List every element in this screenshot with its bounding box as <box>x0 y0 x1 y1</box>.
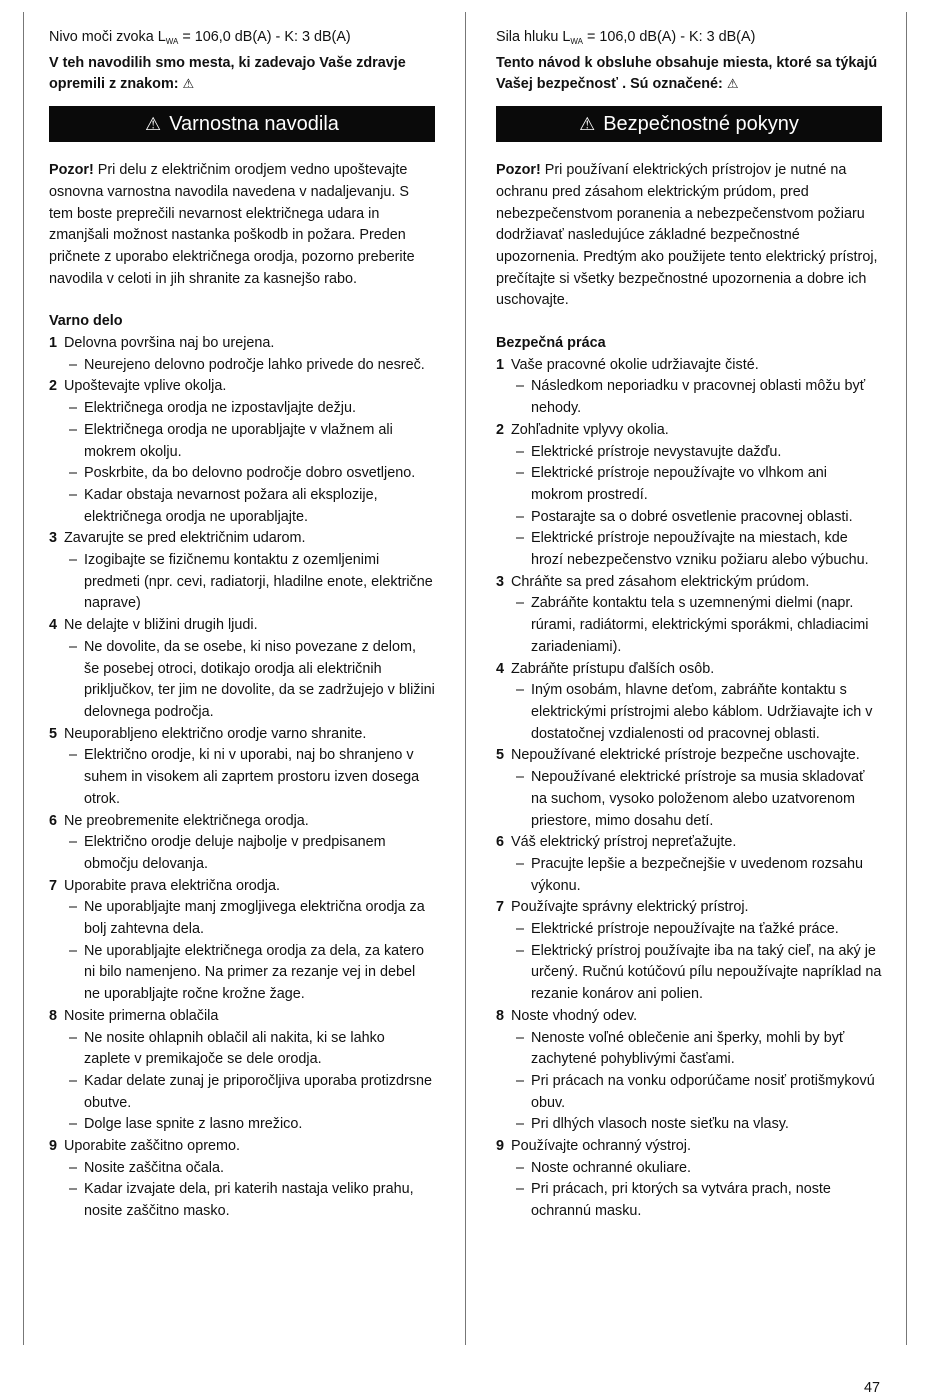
noise-subscript: WA <box>570 37 583 46</box>
warning-triangle-icon: ⚠ <box>579 114 596 136</box>
sub-list-item: – Poskrbite, da bo delovno področje dobro osvetljeno. <box>64 463 435 485</box>
warning-triangle-icon: ⚠ <box>182 77 195 93</box>
sub-list <box>511 442 882 572</box>
sub-list <box>511 680 882 745</box>
sub-list-item: – Električno orodje deluje najbolje v predpisanem območju delovanja. <box>64 832 435 875</box>
list-item <box>49 724 435 811</box>
sub-list <box>64 745 435 810</box>
list-item <box>496 420 882 572</box>
item-number: 6 <box>49 812 58 829</box>
sub-list-item: – Pri prácach na vonku odporúčame nosiť protišmykovú obuv. <box>511 1071 882 1114</box>
noise-value: = 106,0 dB(A) - K: 3 dB(A) <box>583 29 756 45</box>
item-text: Ne preobremenite električnega orodja. <box>64 812 309 829</box>
item-text: Vaše pracovné okolie udržiavajte čisté. <box>511 356 759 373</box>
sub-list <box>64 355 435 377</box>
left-margin-rule <box>23 12 24 1345</box>
item-text: Nosite primerna oblačila <box>64 1007 219 1024</box>
intro-text: Pri delu z električnim orodjem vedno upoštevajte osnovna varnostna navodila navedena v nadaljevanju. S tem boste preprečili nevarnost električnega udara in zmanjšali možnost nastanka poškodb in požara. Preden pričnete z uporabo električnega orodja, pozorno preberite navodila v celoti in jih shranite za kasnejšo rabo. <box>49 162 415 287</box>
item-number: 1 <box>49 335 58 352</box>
warning-triangle-icon: ⚠ <box>145 114 162 136</box>
item-text: Zavarujte se pred električnim udarom. <box>64 530 306 547</box>
item-number: 3 <box>49 530 58 547</box>
item-number: 4 <box>496 660 505 677</box>
marker-note-text: Tento návod k obsluhe obsahuje miesta, ktoré sa týkajú Vašej bezpečnosť . Sú označené: <box>496 54 878 93</box>
item-number: 3 <box>496 573 505 590</box>
list-item <box>496 355 882 420</box>
sub-list-item: – Pri prácach, pri ktorých sa vytvára prach, noste ochrannú masku. <box>511 1179 882 1222</box>
intro-bold: Pozor! <box>496 162 541 179</box>
noise-subscript: WA <box>165 37 179 46</box>
sub-list-item: – Neurejeno delovno področje lahko privede do nesreč. <box>64 355 435 377</box>
list-item <box>496 572 882 659</box>
sub-list <box>64 897 435 1006</box>
list-item <box>496 745 882 832</box>
item-number: 1 <box>496 356 505 373</box>
sub-list-item: – Pri dlhých vlasoch noste sieťku na vlasy. <box>511 1114 882 1136</box>
list-item <box>49 333 435 376</box>
list-item <box>49 1136 435 1223</box>
sub-list <box>511 767 882 832</box>
item-text: Delovna površina naj bo urejena. <box>64 335 275 352</box>
item-text: Používajte správny elektrický prístroj. <box>511 899 749 916</box>
sub-list <box>511 376 882 419</box>
sub-list-item: – Kadar izvajate dela, pri katerih nastaja veliko prahu, nosite zaščitno masko. <box>64 1179 435 1222</box>
item-number: 2 <box>49 378 58 395</box>
sub-list-item: – Elektrické prístroje nepoužívajte na ťažké práce. <box>511 919 882 941</box>
item-number: 2 <box>496 421 505 438</box>
warning-marker-note <box>496 53 882 96</box>
column-slovak <box>496 27 882 1223</box>
item-text: Používajte ochranný výstroj. <box>511 1138 691 1155</box>
list-item <box>496 659 882 746</box>
item-text: Upoštevajte vplive okolja. <box>64 378 227 395</box>
list-item <box>49 615 435 724</box>
center-divider <box>465 12 466 1345</box>
section-banner <box>49 106 435 142</box>
list-item <box>49 811 435 876</box>
sub-list-item: – Iným osobám, hlavne deťom, zabráňte kontaktu s elektrickými prístrojmi alebo káblom. Udržiavajte ich v dostatočnej vzdialenosti od pracovnej oblasti. <box>511 680 882 745</box>
list-item <box>49 376 435 528</box>
item-number: 9 <box>496 1138 505 1155</box>
noise-label: Nivo moči zvoka L <box>49 29 166 45</box>
item-text: Nepoužívané elektrické prístroje bezpečne uschovajte. <box>511 747 860 764</box>
sub-list-item: – Nepoužívané elektrické prístroje sa musia skladovať na suchom, vysoko položenom alebo uzatvorenom priestore, mimo dosahu detí. <box>511 767 882 832</box>
sub-list-item: – Električnega orodja ne uporabljajte v vlažnem ali mokrem okolju. <box>64 420 435 463</box>
item-number: 7 <box>49 877 58 894</box>
sub-list-item: – Električno orodje, ki ni v uporabi, naj bo shranjeno v suhem in visokem ali zaprtem prostoru izven dosega otrok. <box>64 745 435 810</box>
sub-list-item: – Elektrické prístroje nevystavujte dažďu. <box>511 442 882 464</box>
sub-list-item: – Nosite zaščitna očala. <box>64 1158 435 1180</box>
sub-list-item: – Nenoste voľné oblečenie ani šperky, mohli by byť zachytené pohyblivými časťami. <box>511 1028 882 1071</box>
list-item <box>49 876 435 1006</box>
banner-title: Bezpečnostné pokyny <box>603 113 799 136</box>
sub-list-item: – Elektrické prístroje nepoužívajte vo vlhkom ani mokrom prostredí. <box>511 463 882 506</box>
item-number: 6 <box>496 834 505 851</box>
list-item <box>496 1006 882 1136</box>
sub-list <box>64 1158 435 1223</box>
item-number: 8 <box>49 1007 58 1024</box>
list-item <box>49 528 435 615</box>
banner-title: Varnostna navodila <box>169 113 339 136</box>
item-text: Zohľadnite vplyvy okolia. <box>511 421 669 438</box>
sub-list-item: – Postarajte sa o dobré osvetlenie pracovnej oblasti. <box>511 507 882 529</box>
sub-list-item: – Pracujte lepšie a bezpečnejšie v uvedenom rozsahu výkonu. <box>511 854 882 897</box>
sub-list <box>64 398 435 528</box>
marker-note-text: V teh navodilih smo mesta, ki zadevajo Vaše zdravje opremili z znakom: <box>49 54 406 93</box>
item-number: 7 <box>496 899 505 916</box>
column-slovenian <box>49 27 435 1223</box>
noise-value: = 106,0 dB(A) - K: 3 dB(A) <box>178 29 351 45</box>
sub-list-item: – Električnega orodja ne izpostavljajte dežju. <box>64 398 435 420</box>
item-text: Noste vhodný odev. <box>511 1007 638 1024</box>
safety-list <box>49 333 435 1223</box>
page-number: 47 <box>864 1380 881 1396</box>
section-title: Varno delo <box>49 313 123 330</box>
safety-list <box>496 355 882 1223</box>
sub-list <box>64 550 435 615</box>
item-text: Zabráňte prístupu ďalších osôb. <box>511 660 715 677</box>
noise-level-line <box>49 27 435 53</box>
sub-list-item: – Ne dovolite, da se osebe, ki niso povezane z delom, še posebej otroci, dotikajo orodja ali električnih priključkov, ter jim ne dovolite, da se zadržujejo v bližini delovnega področja. <box>64 637 435 724</box>
intro-paragraph <box>49 160 435 290</box>
sub-list <box>64 637 435 724</box>
sub-list <box>64 832 435 875</box>
item-text: Váš elektrický prístroj nepreťažujte. <box>511 834 737 851</box>
sub-list <box>511 593 882 658</box>
intro-text: Pri používaní elektrických prístrojov je nutné na ochranu pred zásahom elektrickým prúdom, pred nebezpečenstvom poranenia a nebezpečenstvom požiaru dodržiavať nasledujúce základné bezpečnostné upozornenia. Predtým ako použijete tento elektrický prístroj, prečítajte si všetky bezpečnostné upozornenia a dobre ich uschovajte. <box>496 162 878 309</box>
sub-list-item: – Noste ochranné okuliare. <box>511 1158 882 1180</box>
warning-triangle-icon: ⚠ <box>726 77 739 93</box>
sub-list-item: – Následkom neporiadku v pracovnej oblasti môžu byť nehody. <box>511 376 882 419</box>
right-margin-rule <box>906 12 907 1345</box>
item-text: Uporabite prava električna orodja. <box>64 877 280 894</box>
list-item <box>49 1006 435 1136</box>
sub-list <box>511 1158 882 1223</box>
item-number: 5 <box>496 747 505 764</box>
sub-list <box>64 1028 435 1137</box>
sub-list-item: – Zabráňte kontaktu tela s uzemnenými dielmi (napr. rúrami, radiátormi, elektrickými sporákmi, chladiacimi zariadeniami). <box>511 593 882 658</box>
item-number: 4 <box>49 617 58 634</box>
list-item <box>496 897 882 1006</box>
sub-list-item: – Ne uporabljajte manj zmogljivega električna orodja za bolj zahtevna dela. <box>64 897 435 940</box>
item-text: Ne delajte v bližini drugih ljudi. <box>64 617 258 634</box>
intro-bold: Pozor! <box>49 162 94 179</box>
item-number: 8 <box>496 1007 505 1024</box>
sub-list-item: – Elektrický prístroj používajte iba na taký cieľ, na aký je určený. Ručnú kotúčovú pílu nepoužívajte napríklad na rezanie konárov ani polien. <box>511 941 882 1006</box>
sub-list <box>511 1028 882 1137</box>
item-text: Neuporabljeno električno orodje varno shranite. <box>64 725 367 742</box>
item-number: 9 <box>49 1138 58 1155</box>
item-text: Chráňte sa pred zásahom elektrickým prúdom. <box>511 573 810 590</box>
section-banner <box>496 106 882 142</box>
sub-list-item: – Dolge lase spnite z lasno mrežico. <box>64 1114 435 1136</box>
item-text: Uporabite zaščitno opremo. <box>64 1138 240 1155</box>
section-title: Bezpečná práca <box>496 335 606 352</box>
item-number: 5 <box>49 725 58 742</box>
sub-list <box>511 919 882 1006</box>
list-item <box>496 832 882 897</box>
sub-list-item: – Izogibajte se fizičnemu kontaktu z ozemljenimi predmeti (npr. cevi, radiatorji, hladilne enote, električne naprave) <box>64 550 435 615</box>
list-item <box>496 1136 882 1223</box>
sub-list <box>511 854 882 897</box>
warning-marker-note <box>49 53 435 96</box>
sub-list-item: – Elektrické prístroje nepoužívajte na miestach, kde hrozí nebezpečenstvo vzniku požiaru alebo výbuchu. <box>511 528 882 571</box>
noise-level-line <box>496 27 882 53</box>
noise-label: Sila hluku L <box>496 29 571 45</box>
sub-list-item: – Kadar obstaja nevarnost požara ali eksplozije, električnega orodja ne uporabljajte. <box>64 485 435 528</box>
sub-list-item: – Kadar delate zunaj je priporočljiva uporaba protizdrsne obutve. <box>64 1071 435 1114</box>
sub-list-item: – Ne nosite ohlapnih oblačil ali nakita, ki se lahko zaplete v premikajoče se dele orodja. <box>64 1028 435 1071</box>
intro-paragraph <box>496 160 882 312</box>
sub-list-item: – Ne uporabljajte električnega orodja za dela, za katero ni bilo namenjeno. Na primer za rezanje vej in debel ne uporabljajte ročne krožne žage. <box>64 941 435 1006</box>
